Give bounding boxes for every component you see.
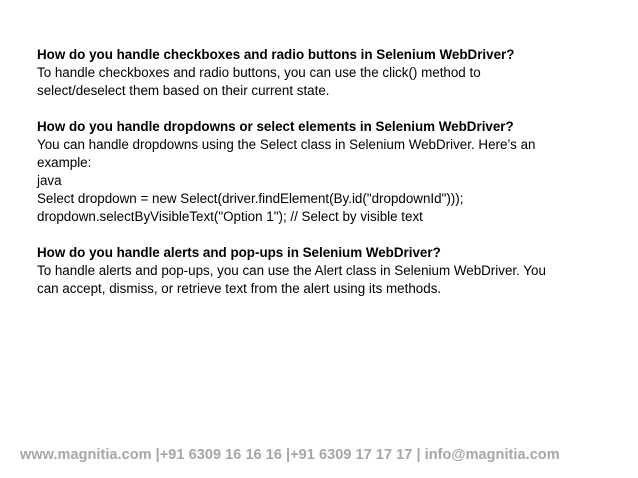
qa-block-alerts xyxy=(37,244,607,298)
answer-line: example: xyxy=(37,155,92,170)
answer-line: select/deselect them based on their current state. xyxy=(37,83,330,98)
question-heading: How do you handle dropdowns or select elements in Selenium WebDriver? xyxy=(37,119,514,134)
code-language-label: java xyxy=(37,173,62,188)
question-heading: How do you handle checkboxes and radio buttons in Selenium WebDriver? xyxy=(37,47,515,62)
contact-footer: www.magnitia.com |+91 6309 16 16 16 |+91 6309 17 17 17 | info@magnitia.com xyxy=(20,447,560,463)
answer-line: To handle alerts and pop-ups, you can use the Alert class in Selenium WebDriver. You xyxy=(37,263,546,278)
answer-line: can accept, dismiss, or retrieve text from the alert using its methods. xyxy=(37,281,442,296)
code-line: Select dropdown = new Select(driver.findElement(By.id("dropdownId"))); xyxy=(37,191,464,206)
answer-line: To handle checkboxes and radio buttons, you can use the click() method to xyxy=(37,65,481,80)
code-line: dropdown.selectByVisibleText("Option 1"); // Select by visible text xyxy=(37,209,423,224)
qa-content xyxy=(37,46,607,316)
qa-block-dropdowns xyxy=(37,118,607,226)
qa-block-checkboxes xyxy=(37,46,607,100)
answer-line: You can handle dropdowns using the Select class in Selenium WebDriver. Here’s an xyxy=(37,137,536,152)
question-heading: How do you handle alerts and pop-ups in Selenium WebDriver? xyxy=(37,245,441,260)
